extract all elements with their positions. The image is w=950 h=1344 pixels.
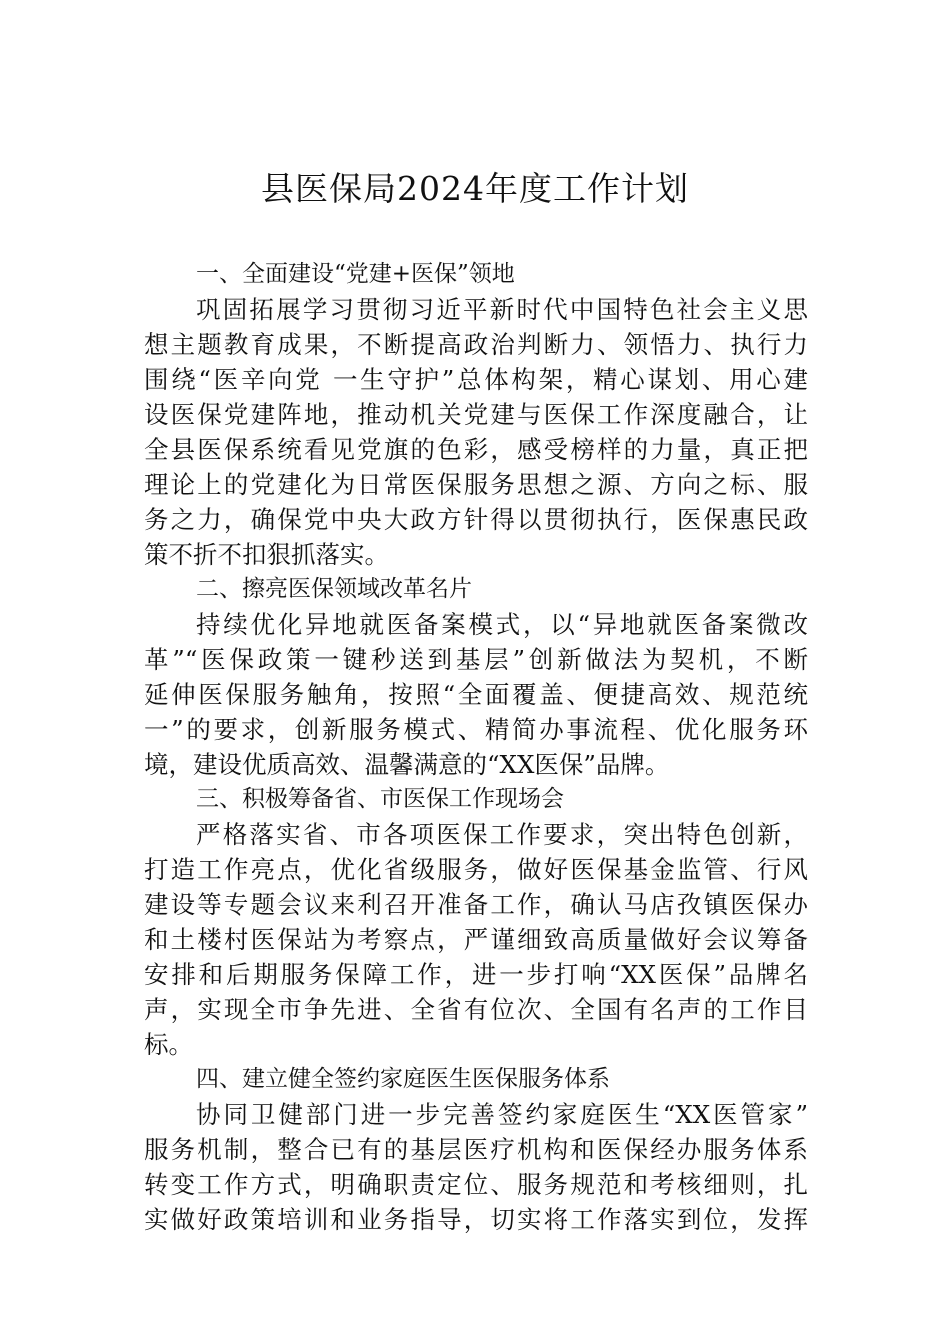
text-line: 革”“医保政策一键秒送到基层”创新做法为契机，不断 bbox=[144, 645, 808, 674]
text-line: 务之力，确保党中央大政方针得以贯彻执行，医保惠民政 bbox=[144, 505, 808, 534]
text-line: 服务机制，整合已有的基层医疗机构和医保经办服务体系 bbox=[144, 1135, 808, 1164]
text-line: 一”的要求，创新服务模式、精简办事流程、优化服务环 bbox=[144, 715, 808, 744]
section-heading: 二、擦亮医保领域改革名片 bbox=[196, 576, 472, 602]
section bbox=[144, 257, 808, 572]
text-line: 打造工作亮点，优化省级服务，做好医保基金监管、行风 bbox=[144, 855, 808, 884]
text-line: 理论上的党建化为日常医保服务思想之源、方向之标、服 bbox=[144, 470, 808, 499]
text-line: 巩固拓展学习贯彻习近平新时代中国特色社会主义思 bbox=[196, 295, 808, 324]
text-line: 和土楼村医保站为考察点，严谨细致高质量做好会议筹备 bbox=[144, 925, 808, 954]
text-line: 想主题教育成果，不断提高政治判断力、领悟力、执行力 bbox=[144, 330, 808, 359]
section-heading: 三、积极筹备省、市医保工作现场会 bbox=[196, 786, 564, 812]
text-line: 围绕“医辛向党 一生守护”总体构架，精心谋划、用心建 bbox=[144, 365, 808, 394]
text-line: 协同卫健部门进一步完善签约家庭医生“XX医管家” bbox=[196, 1100, 808, 1129]
text-line: 全县医保系统看见党旗的色彩，感受榜样的力量，真正把 bbox=[144, 435, 808, 464]
section-heading: 四、建立健全签约家庭医生医保服务体系 bbox=[196, 1066, 610, 1092]
text-line: 严格落实省、市各项医保工作要求，突出特色创新， bbox=[196, 820, 808, 849]
text-line: 设医保党建阵地，推动机关党建与医保工作深度融合，让 bbox=[144, 400, 808, 429]
document-body bbox=[144, 257, 808, 1237]
text-line: 声，实现全市争先进、全省有位次、全国有名声的工作目 bbox=[144, 995, 808, 1024]
section bbox=[144, 572, 808, 782]
text-line: 持续优化异地就医备案模式，以“异地就医备案微改 bbox=[196, 610, 808, 639]
text-line: 转变工作方式，明确职责定位、服务规范和考核细则，扎 bbox=[144, 1170, 808, 1199]
text-line: 境，建设优质高效、温馨满意的“XX医保”品牌。 bbox=[144, 750, 670, 779]
section bbox=[144, 782, 808, 1062]
text-line: 策不折不扣狠抓落实。 bbox=[144, 540, 389, 569]
document-title: 县医保局2024年度工作计划 bbox=[261, 169, 689, 208]
text-line: 实做好政策培训和业务指导，切实将工作落实到位，发挥 bbox=[144, 1205, 808, 1234]
text-line: 建设等专题会议来利召开准备工作，确认马店孜镇医保办 bbox=[144, 890, 808, 919]
text-line: 安排和后期服务保障工作，进一步打响“XX医保”品牌名 bbox=[144, 960, 808, 989]
section-heading: 一、全面建设“党建+医保”领地 bbox=[196, 261, 515, 287]
text-line: 延伸医保服务触角，按照“全面覆盖、便捷高效、规范统 bbox=[144, 680, 808, 709]
section bbox=[144, 1062, 808, 1237]
text-line: 标。 bbox=[144, 1030, 193, 1059]
